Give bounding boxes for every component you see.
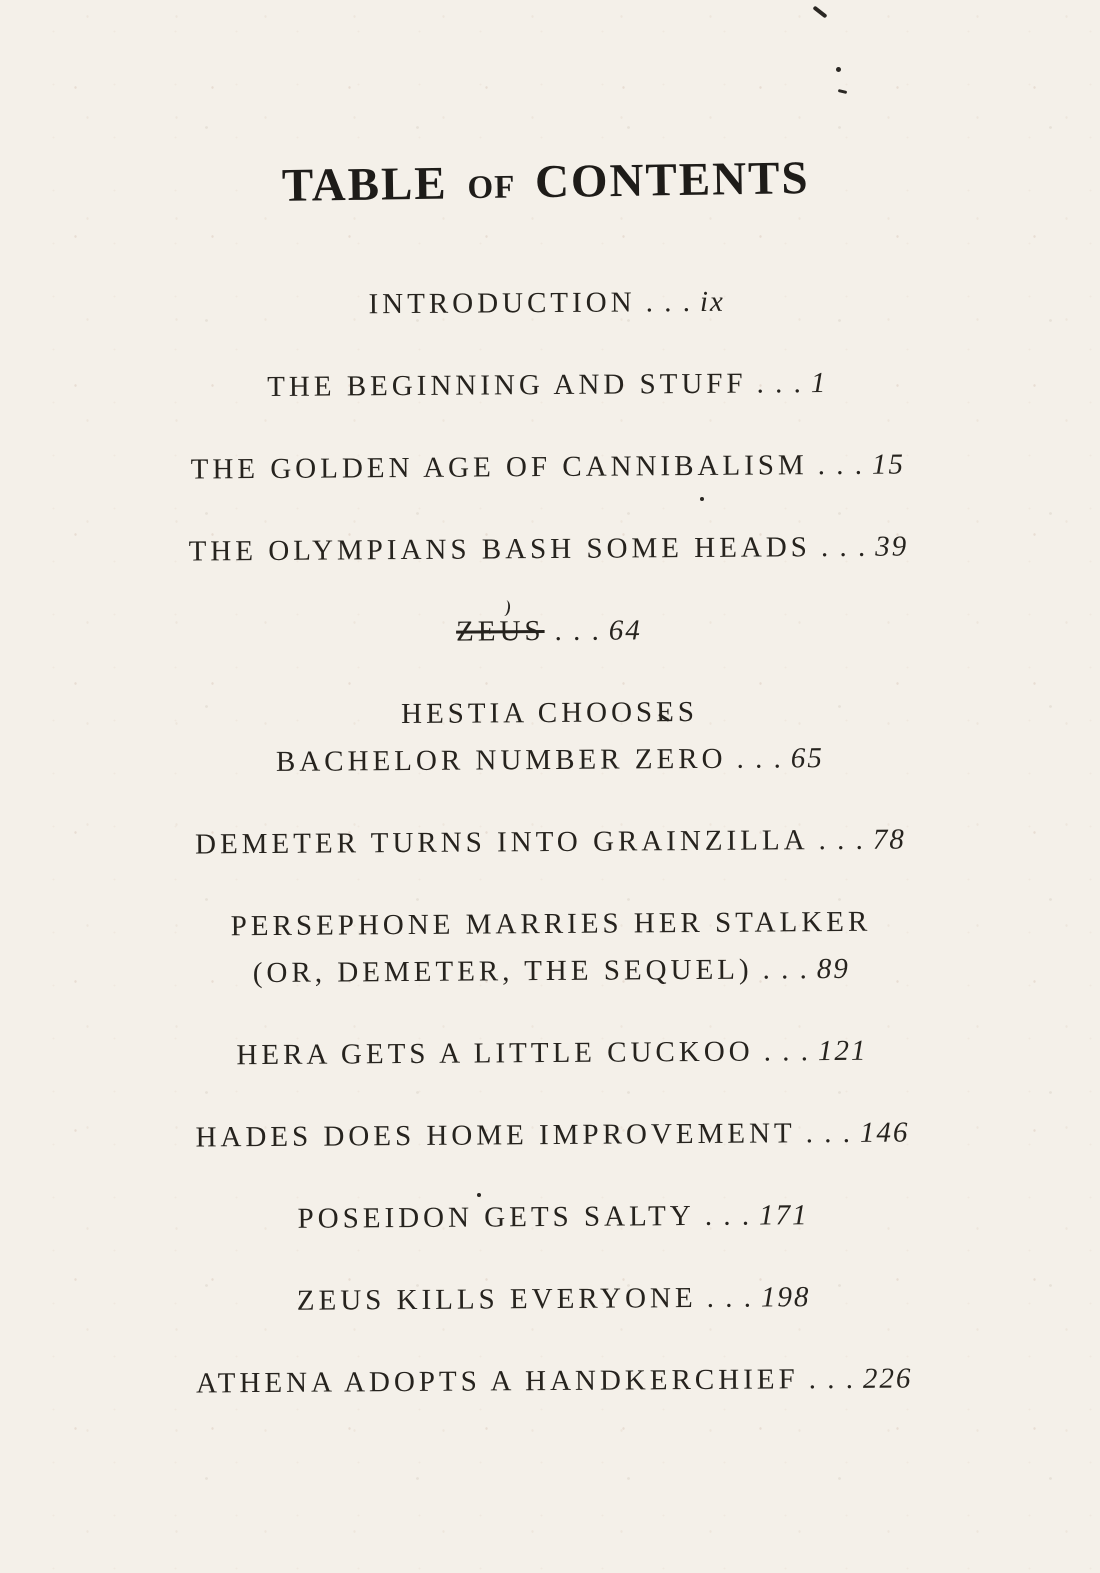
title-word-of: OF <box>467 169 516 207</box>
toc-entry-line <box>276 735 824 786</box>
ink-speck <box>836 67 841 72</box>
chapter-page-number: 39 <box>875 530 909 563</box>
chapter-page-number: 89 <box>816 952 850 986</box>
toc-entry <box>196 1355 913 1407</box>
leader-dots: . . . <box>645 285 692 319</box>
toc-entry <box>236 1028 867 1079</box>
toc-entry-line <box>297 1274 811 1325</box>
chapter-title: INTRODUCTION <box>368 286 636 321</box>
leader-dots: . . . <box>554 614 601 647</box>
chapter-page-number: ix <box>699 285 725 318</box>
toc-entry-line <box>297 1192 808 1243</box>
toc-entry-line <box>275 688 823 739</box>
chapter-page-number: 65 <box>790 742 824 775</box>
toc-entry-line <box>236 1028 867 1079</box>
toc-entry-line <box>188 523 908 575</box>
leader-dots: . . . <box>736 742 783 775</box>
toc-page <box>0 149 1100 1409</box>
toc-entry <box>297 1274 811 1325</box>
chapter-title: THE GOLDEN AGE OF CANNIBALISM <box>190 449 808 486</box>
chapter-title: ZEUS KILLS EVERYONE <box>296 1281 697 1317</box>
chapter-title: HADES DOES HOME IMPROVEMENT <box>195 1117 796 1154</box>
chapter-title: HERA GETS A LITTLE CUCKOO <box>236 1035 754 1072</box>
chapter-title: PERSEPHONE MARRIES HER STALKER <box>230 905 872 943</box>
leader-dots: . . . <box>763 1035 811 1068</box>
chapter-title: ATHENA ADOPTS A HANDKERCHIEF <box>195 1363 799 1400</box>
toc-entry-line <box>191 442 906 494</box>
toc-entry <box>267 360 828 411</box>
chapter-page-number: 121 <box>817 1034 868 1068</box>
toc-entry <box>195 1109 909 1161</box>
leader-dots: . . . <box>817 448 865 482</box>
chapter-title: BACHELOR NUMBER ZERO <box>275 742 727 778</box>
chapter-page-number: 78 <box>872 823 906 856</box>
chapter-page-number: 64 <box>608 614 642 647</box>
page-title <box>282 149 811 220</box>
toc-entry-line <box>231 946 872 997</box>
ink-speck <box>812 5 827 18</box>
leader-dots: . . . <box>818 823 865 857</box>
chapter-title: THE OLYMPIANS BASH SOME HEADS <box>188 531 811 568</box>
toc-entry <box>456 607 642 655</box>
chapter-title: POSEIDON GETS SALTY <box>297 1200 695 1235</box>
toc-entry-line <box>456 607 642 655</box>
title-word-contents: CONTENTS <box>534 152 811 209</box>
leader-dots: . . . <box>706 1281 754 1314</box>
toc-entry <box>188 523 908 575</box>
chapter-page-number: 146 <box>859 1116 910 1149</box>
leader-dots: . . . <box>808 1362 855 1396</box>
chapter-page-number: 1 <box>810 367 828 400</box>
leader-dots: . . . <box>805 1116 853 1150</box>
toc-entry <box>297 1192 808 1243</box>
toc-entry <box>195 817 906 869</box>
chapter-page-number: 198 <box>760 1281 811 1314</box>
toc-entry-line <box>195 817 906 869</box>
toc-entry <box>368 279 725 328</box>
toc-entry-line <box>368 279 725 328</box>
leader-dots: . . . <box>756 367 803 400</box>
chapter-page-number: 226 <box>862 1362 913 1395</box>
toc-entry <box>231 899 872 997</box>
leader-dots: . . . <box>704 1199 752 1232</box>
chapter-title: DEMETER TURNS INTO GRAINZILLA <box>194 824 809 861</box>
toc-entry-line <box>231 899 872 950</box>
toc-entry-line <box>267 360 828 411</box>
chapter-title: ZEUS <box>455 615 545 648</box>
chapter-page-number: 15 <box>871 448 906 481</box>
toc-entry-line <box>195 1109 909 1161</box>
leader-dots: . . . <box>820 530 868 564</box>
toc-entry <box>275 688 823 786</box>
leader-dots: . . . <box>762 953 809 986</box>
title-word-table: TABLE <box>281 157 449 212</box>
ink-speck <box>838 89 847 94</box>
toc-entry-line <box>196 1355 913 1407</box>
chapter-title: (OR, DEMETER, THE SEQUEL) <box>252 953 753 990</box>
chapter-title: THE BEGINNING AND STUFF <box>267 367 747 403</box>
chapter-title: HESTIA CHOOSES <box>400 695 699 731</box>
chapter-page-number: 171 <box>758 1199 809 1232</box>
toc-entry <box>191 442 906 494</box>
